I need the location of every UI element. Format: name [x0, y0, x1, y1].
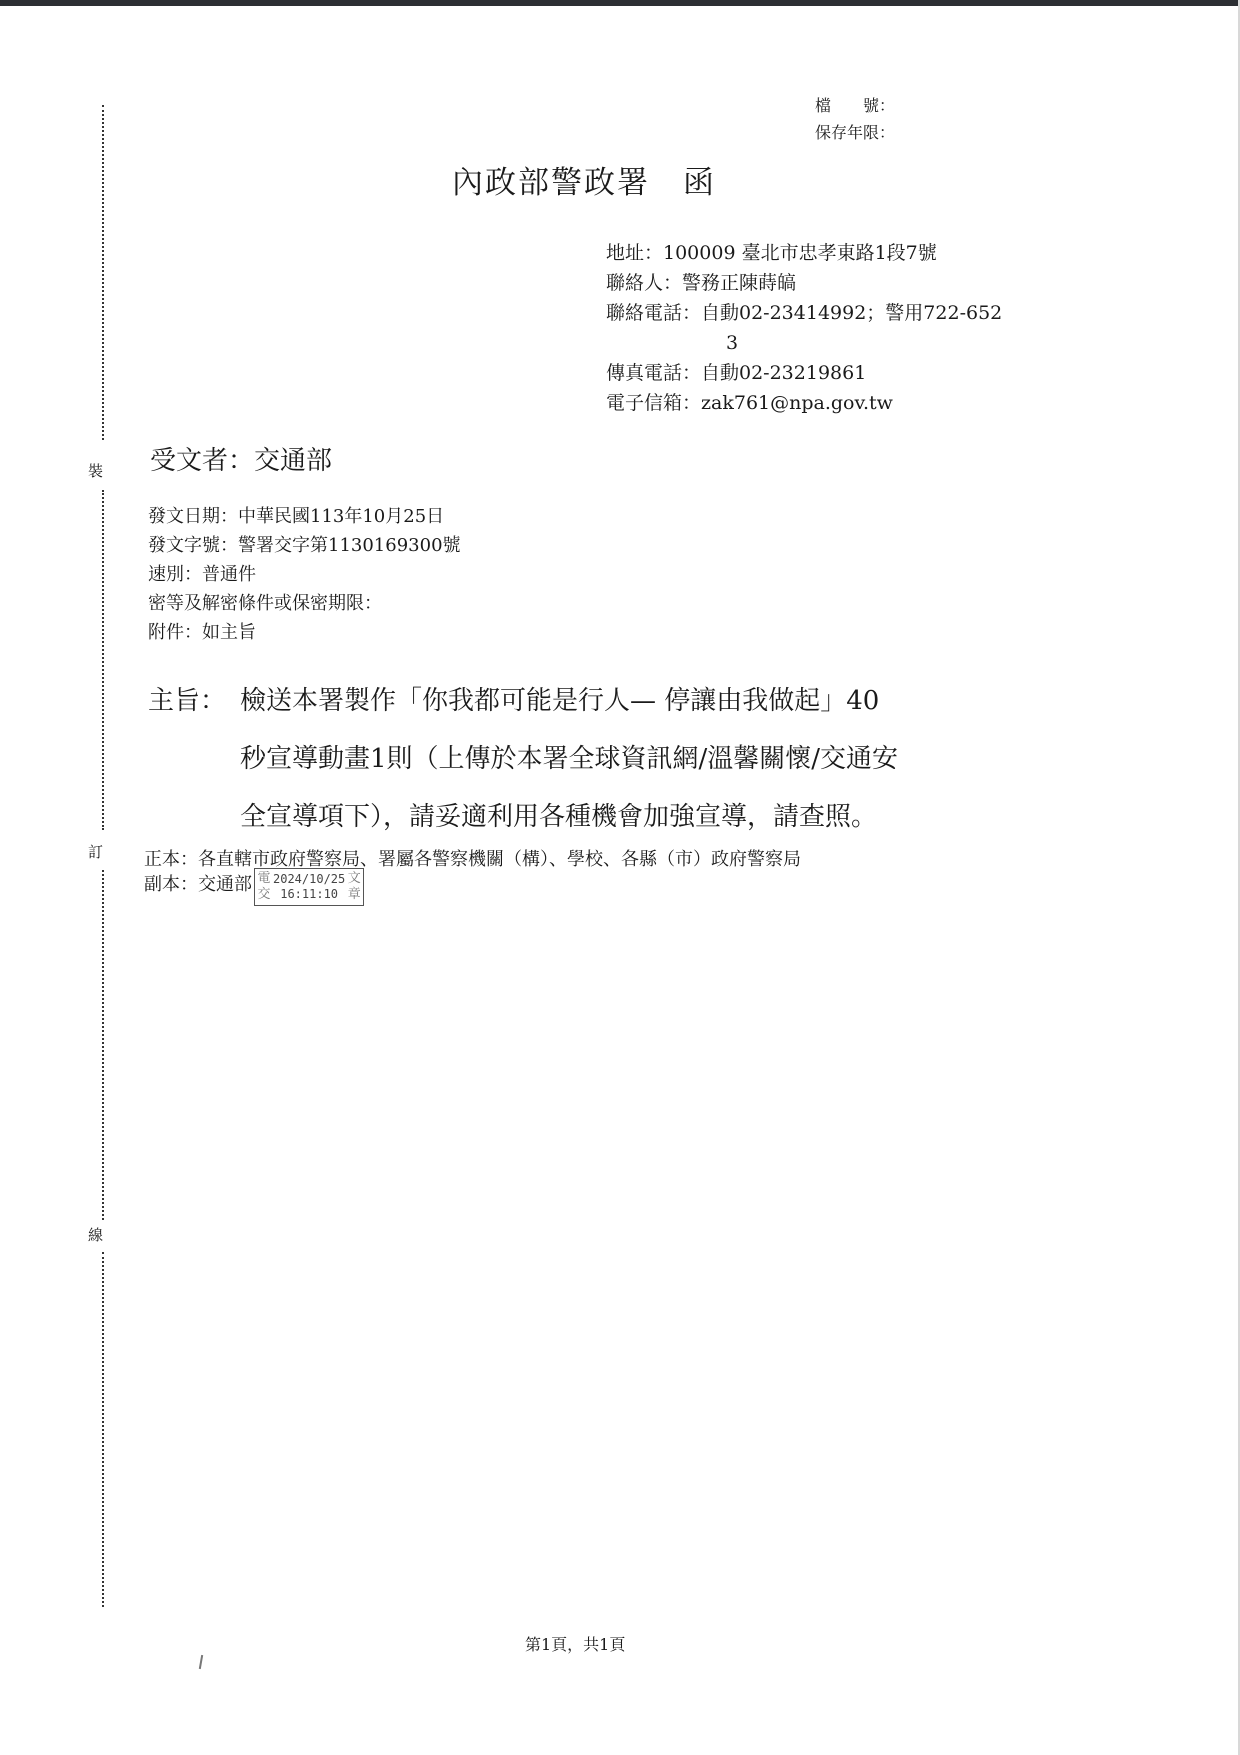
scan-edge [0, 0, 1240, 6]
email: 電子信箱：zak761@npa.gov.tw [606, 392, 893, 414]
binding-mark: 裝 [88, 462, 104, 480]
binding-dotted-line [102, 1252, 104, 1607]
subject-block [148, 672, 898, 846]
document-title: 內政部警政署 函 [452, 165, 716, 201]
file-number-label: 檔 號： [815, 96, 896, 115]
phone-continued: 3 [726, 332, 739, 354]
original-recipients: 正本：各直轄市政府警察局、署屬各警察機關（構）、學校、各縣（市）政府警察局 [144, 849, 801, 870]
file-meta [815, 92, 895, 146]
attachment: 附件：如主旨 [148, 622, 256, 643]
page-number: 第1頁，共1頁 [525, 1635, 626, 1654]
recipient: 受文者：交通部 [150, 446, 333, 476]
stamp-char: 電 [257, 871, 271, 886]
contact-person: 聯絡人：警務正陳蒔皜 [606, 272, 797, 294]
contact-block [606, 238, 1002, 418]
received-stamp [254, 868, 364, 906]
binding-dotted-line [102, 870, 104, 1220]
document-number: 發文字號：警署交字第1130169300號 [148, 535, 461, 556]
binding-mark: 訂 [88, 843, 104, 861]
subject-line: 全宣導項下），請妥適利用各種機會加強宣導，請查照。 [240, 802, 878, 832]
distribution-block [144, 847, 801, 910]
stamp-char: 文 [347, 871, 361, 886]
issue-meta [148, 502, 461, 647]
binding-dotted-line [102, 490, 104, 830]
stamp-date: 2024/10/25 [273, 872, 346, 886]
phone: 聯絡電話：自動02-23414992；警用722-652 [606, 302, 1003, 324]
subject-label: 主旨： [148, 686, 227, 716]
stamp-time: 16:11:10 [280, 887, 339, 901]
stamp-char: 交 [257, 887, 271, 902]
binding-dotted-line [102, 105, 104, 440]
delivery-speed: 速別：普通件 [148, 564, 256, 585]
secrecy-level: 密等及解密條件或保密期限： [148, 593, 382, 614]
scan-mark [199, 1655, 203, 1669]
address: 地址：100009 臺北市忠孝東路1段7號 [606, 242, 937, 264]
subject-line: 秒宣導動畫1則（上傳於本署全球資訊網/溫馨關懷/交通安 [240, 744, 899, 774]
subject-line: 檢送本署製作「你我都可能是行人— 停讓由我做起」40 [240, 686, 880, 716]
stamp-char: 章 [347, 887, 361, 902]
issue-date: 發文日期：中華民國113年10月25日 [148, 506, 445, 527]
retention-label: 保存年限： [815, 123, 896, 142]
binding-mark: 線 [88, 1226, 104, 1244]
fax: 傳真電話：自動02-23219861 [606, 362, 867, 384]
copy-recipients: 副本：交通部 [144, 874, 252, 895]
